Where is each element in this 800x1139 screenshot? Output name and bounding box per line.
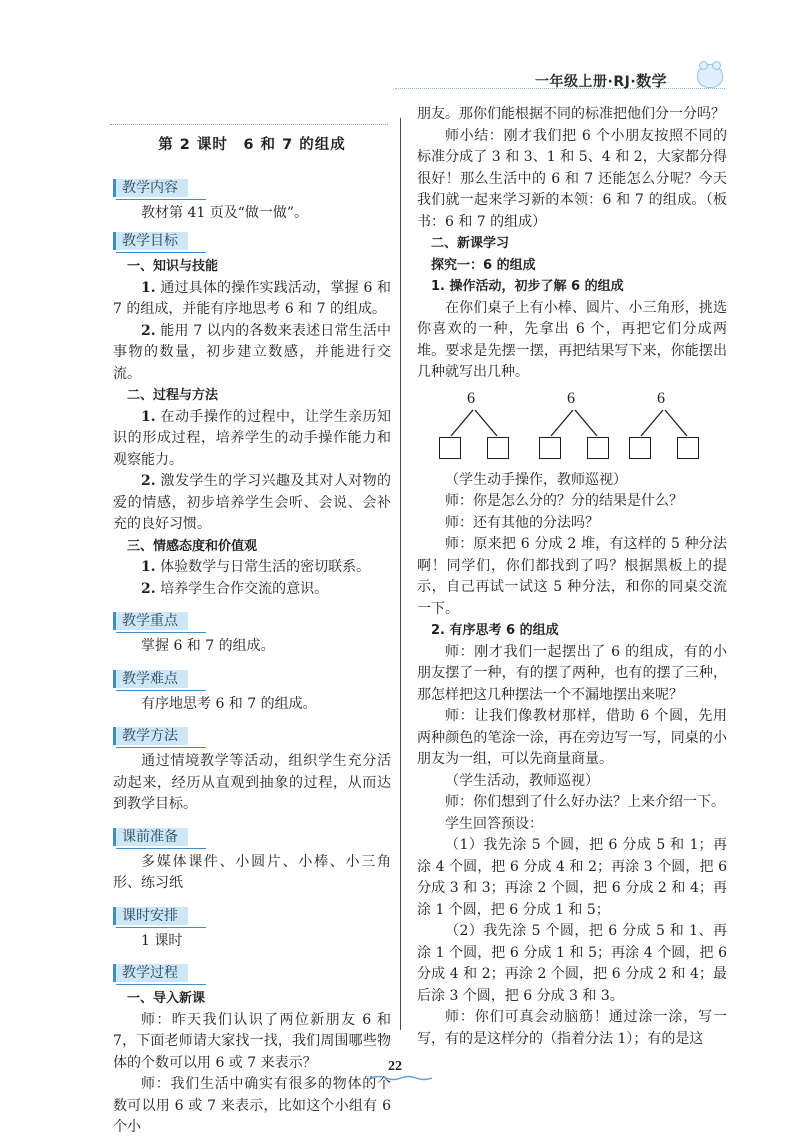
method-text: 通过情境教学等活动，组织学生充分活动起来，经历从直观到抽象的过程，从而达到教学目标。 xyxy=(113,753,391,812)
item-text: 激发学生的学习兴趣及其对人对物的爱的情感，初步培养学生会听、会说、会补充的良好习惯。 xyxy=(113,473,392,532)
section-tag-prep: 课前准备 xyxy=(113,828,188,846)
difficulty-text: 有序地思考 6 和 7 的组成。 xyxy=(141,695,317,712)
step2-paragraph-1: 师：刚才我们一起摆出了 6 的组成，有的小朋友摆了一种，有的摆了两种，也有的摆了三种，那怎样把这几种摆法一个不漏地摆出来呢？ xyxy=(417,643,727,703)
split-unit xyxy=(431,389,521,462)
answer-box xyxy=(439,437,461,459)
goal2-item1 xyxy=(113,407,391,472)
section-tag-schedule: 课时安排 xyxy=(113,907,188,925)
item-text: 通过具体的操作实践活动，掌握 6 和 7 的组成，并能有序地思考 6 和 7 的组成。 xyxy=(113,279,391,317)
intro-heading: 一、导入新课 xyxy=(127,991,206,1006)
item-text: 培养学生合作交流的意识。 xyxy=(160,580,329,597)
goal3-item2 xyxy=(113,579,391,601)
answer-intro: 学生回答预设： xyxy=(445,815,543,832)
goal2-item2 xyxy=(113,471,391,536)
item-text: 体验数学与日常生活的密切联系。 xyxy=(160,559,371,575)
left-top-rule xyxy=(110,124,388,125)
left-column xyxy=(113,128,391,1139)
answer-box xyxy=(629,437,651,459)
question-3: 师：原来把 6 分成 2 堆，有这样的 5 种分法啊！同学们，你们都找到了吗？根据黑板上的提示，自己再试一试这 5 种分法，和你的同桌交流一下。 xyxy=(417,536,727,617)
goal3-heading: 三、情感态度和价值观 xyxy=(127,538,258,554)
activity-note-2: （学生活动，教师巡视） xyxy=(445,772,599,789)
question-4: 师：你们想到了什么好办法？上来介绍一下。 xyxy=(445,794,725,810)
step1-heading: 1. 操作活动，初步了解 6 的组成 xyxy=(431,279,624,294)
section-tag-process: 教学过程 xyxy=(113,964,188,982)
step1-text: 在你们桌子上有小棒、圆片、小三角形，挑选你喜欢的一种，先拿出 6 个，再把它们分成两堆。要求是先摆一摆，再把结果写下来，你能摆出几种就写出几种。 xyxy=(417,299,727,380)
diagram-number: 6 xyxy=(657,389,665,407)
diagram-number: 6 xyxy=(467,389,475,407)
item-number: 1. xyxy=(141,408,156,425)
header-rule xyxy=(395,88,725,89)
lesson-title: 第 2 课时 6 和 7 的组成 xyxy=(158,137,346,153)
key-text: 掌握 6 和 7 的组成。 xyxy=(141,638,275,654)
question-1: 师：你是怎么分的？分的结果是什么？ xyxy=(445,493,683,509)
item-text: 在动手操作的过程中，让学生亲历知识的形成过程，培养学生的动手操作能力和观察能力。 xyxy=(113,408,392,468)
answer-box xyxy=(677,437,699,459)
edition-label: RJ xyxy=(613,74,631,90)
item-number: 1. xyxy=(141,279,156,296)
split-unit xyxy=(531,389,621,462)
section-tag-method: 教学方法 xyxy=(113,727,188,745)
split-diagram xyxy=(417,389,727,462)
page-number: 22 xyxy=(388,1059,402,1074)
mascot-icon xyxy=(697,64,723,88)
goal2-heading: 二、过程与方法 xyxy=(127,388,219,403)
subject-label: 数学 xyxy=(636,72,668,90)
item-text: 能用 7 以内的各数来表述日常生活中事物的数量，初步建立数感，并能进行交流。 xyxy=(113,322,391,382)
answer-1: （1）我先涂 5 个圆，把 6 分成 5 和 1；再涂 4 个圆，把 6 分成 4 和 2；再涂 3 个圆，把 6 分成 3 和 3；再涂 2 个圆，把 6 分成 2 和 4；再涂 1 个圆，把 6 分成 1 和 5； xyxy=(417,837,727,918)
answer-box xyxy=(587,437,609,459)
right-column xyxy=(417,104,727,1050)
split-lines xyxy=(621,392,711,442)
goal1-heading: 一、知识与技能 xyxy=(127,259,219,274)
diagram-number: 6 xyxy=(567,389,575,407)
explore-heading: 探究一：6 的组成 xyxy=(431,257,536,273)
goal1-item2 xyxy=(113,321,391,386)
intro-paragraph-2: 师：我们生活中确实有很多的物体的个数可以用 6 或 7 来表示，比如这个小组有 6 个小 xyxy=(113,1076,391,1135)
book-header: 一年级上册·RJ·数学 xyxy=(535,72,668,90)
grade-label: 一年级上册 xyxy=(535,74,608,90)
goal1-item1 xyxy=(113,278,391,321)
page-number-ornament xyxy=(370,1075,432,1081)
question-2: 师：还有其他的分法吗？ xyxy=(445,514,599,531)
answer-box xyxy=(487,437,509,459)
column-divider xyxy=(400,118,401,1030)
summary-paragraph: 师小结：刚才我们把 6 个小朋友按照不同的标准分成了 3 和 3、1 和 5、4 和 2，大家都分得很好！那么生活中的 6 和 7 还能怎么分呢？今天我们就一起来学习新的本领：6 和 7 的组成。（板书：6 和 7 的组成） xyxy=(417,127,727,230)
step2-heading: 2. 有序思考 6 的组成 xyxy=(431,623,559,638)
item-number: 1. xyxy=(141,559,156,575)
section-tag-goals: 教学目标 xyxy=(113,232,188,250)
intro-paragraph-1: 师：昨天我们认识了两位新朋友 6 和 7，下面老师请大家找一找，我们周围哪些物体的个数可以用 6 或 7 来表示？ xyxy=(113,1011,391,1071)
section-tag-difficulty: 教学难点 xyxy=(113,670,188,688)
split-unit xyxy=(621,389,711,462)
schedule-text: 1 课时 xyxy=(141,932,183,949)
item-number: 2. xyxy=(141,580,156,597)
content-text: 教材第 41 页及“做一做”。 xyxy=(141,204,309,221)
section-tag-content: 教学内容 xyxy=(113,179,188,197)
section-tag-key: 教学重点 xyxy=(113,612,188,630)
item-number: 2. xyxy=(141,322,156,339)
continued-paragraph: 朋友。那你们能根据不同的标准把他们分一分吗？ xyxy=(417,106,725,122)
split-lines xyxy=(531,392,621,442)
goal3-item1 xyxy=(113,557,391,579)
split-lines xyxy=(431,392,521,442)
answer-2: （2）我先涂 5 个圆，把 6 分成 5 和 1、再涂 1 个圆，把 6 分成 1 和 5；再涂 4 个圆，把 6 分成 4 和 2；再涂 2 个圆，把 6 分成 2 和 4；最后涂 3 个圆，把 6 分成 3 和 3。 xyxy=(417,923,727,1004)
activity-note-1: （学生动手操作，教师巡视） xyxy=(445,471,627,488)
prep-text: 多媒体课件、小圆片、小棒、小三角形、练习纸 xyxy=(113,853,391,891)
new-lesson-heading: 二、新课学习 xyxy=(431,236,510,251)
item-number: 2. xyxy=(141,473,156,489)
step2-paragraph-2: 师：让我们像教材那样，借助 6 个圆，先用两种颜色的笔涂一涂，再在旁边写一写，同桌的小朋友为一组，可以先商量商量。 xyxy=(417,708,727,767)
closing-paragraph: 师：你们可真会动脑筋！通过涂一涂，写一写，有的是这样分的（指着分法 1）；有的是这 xyxy=(417,1009,727,1047)
answer-box xyxy=(539,437,561,459)
